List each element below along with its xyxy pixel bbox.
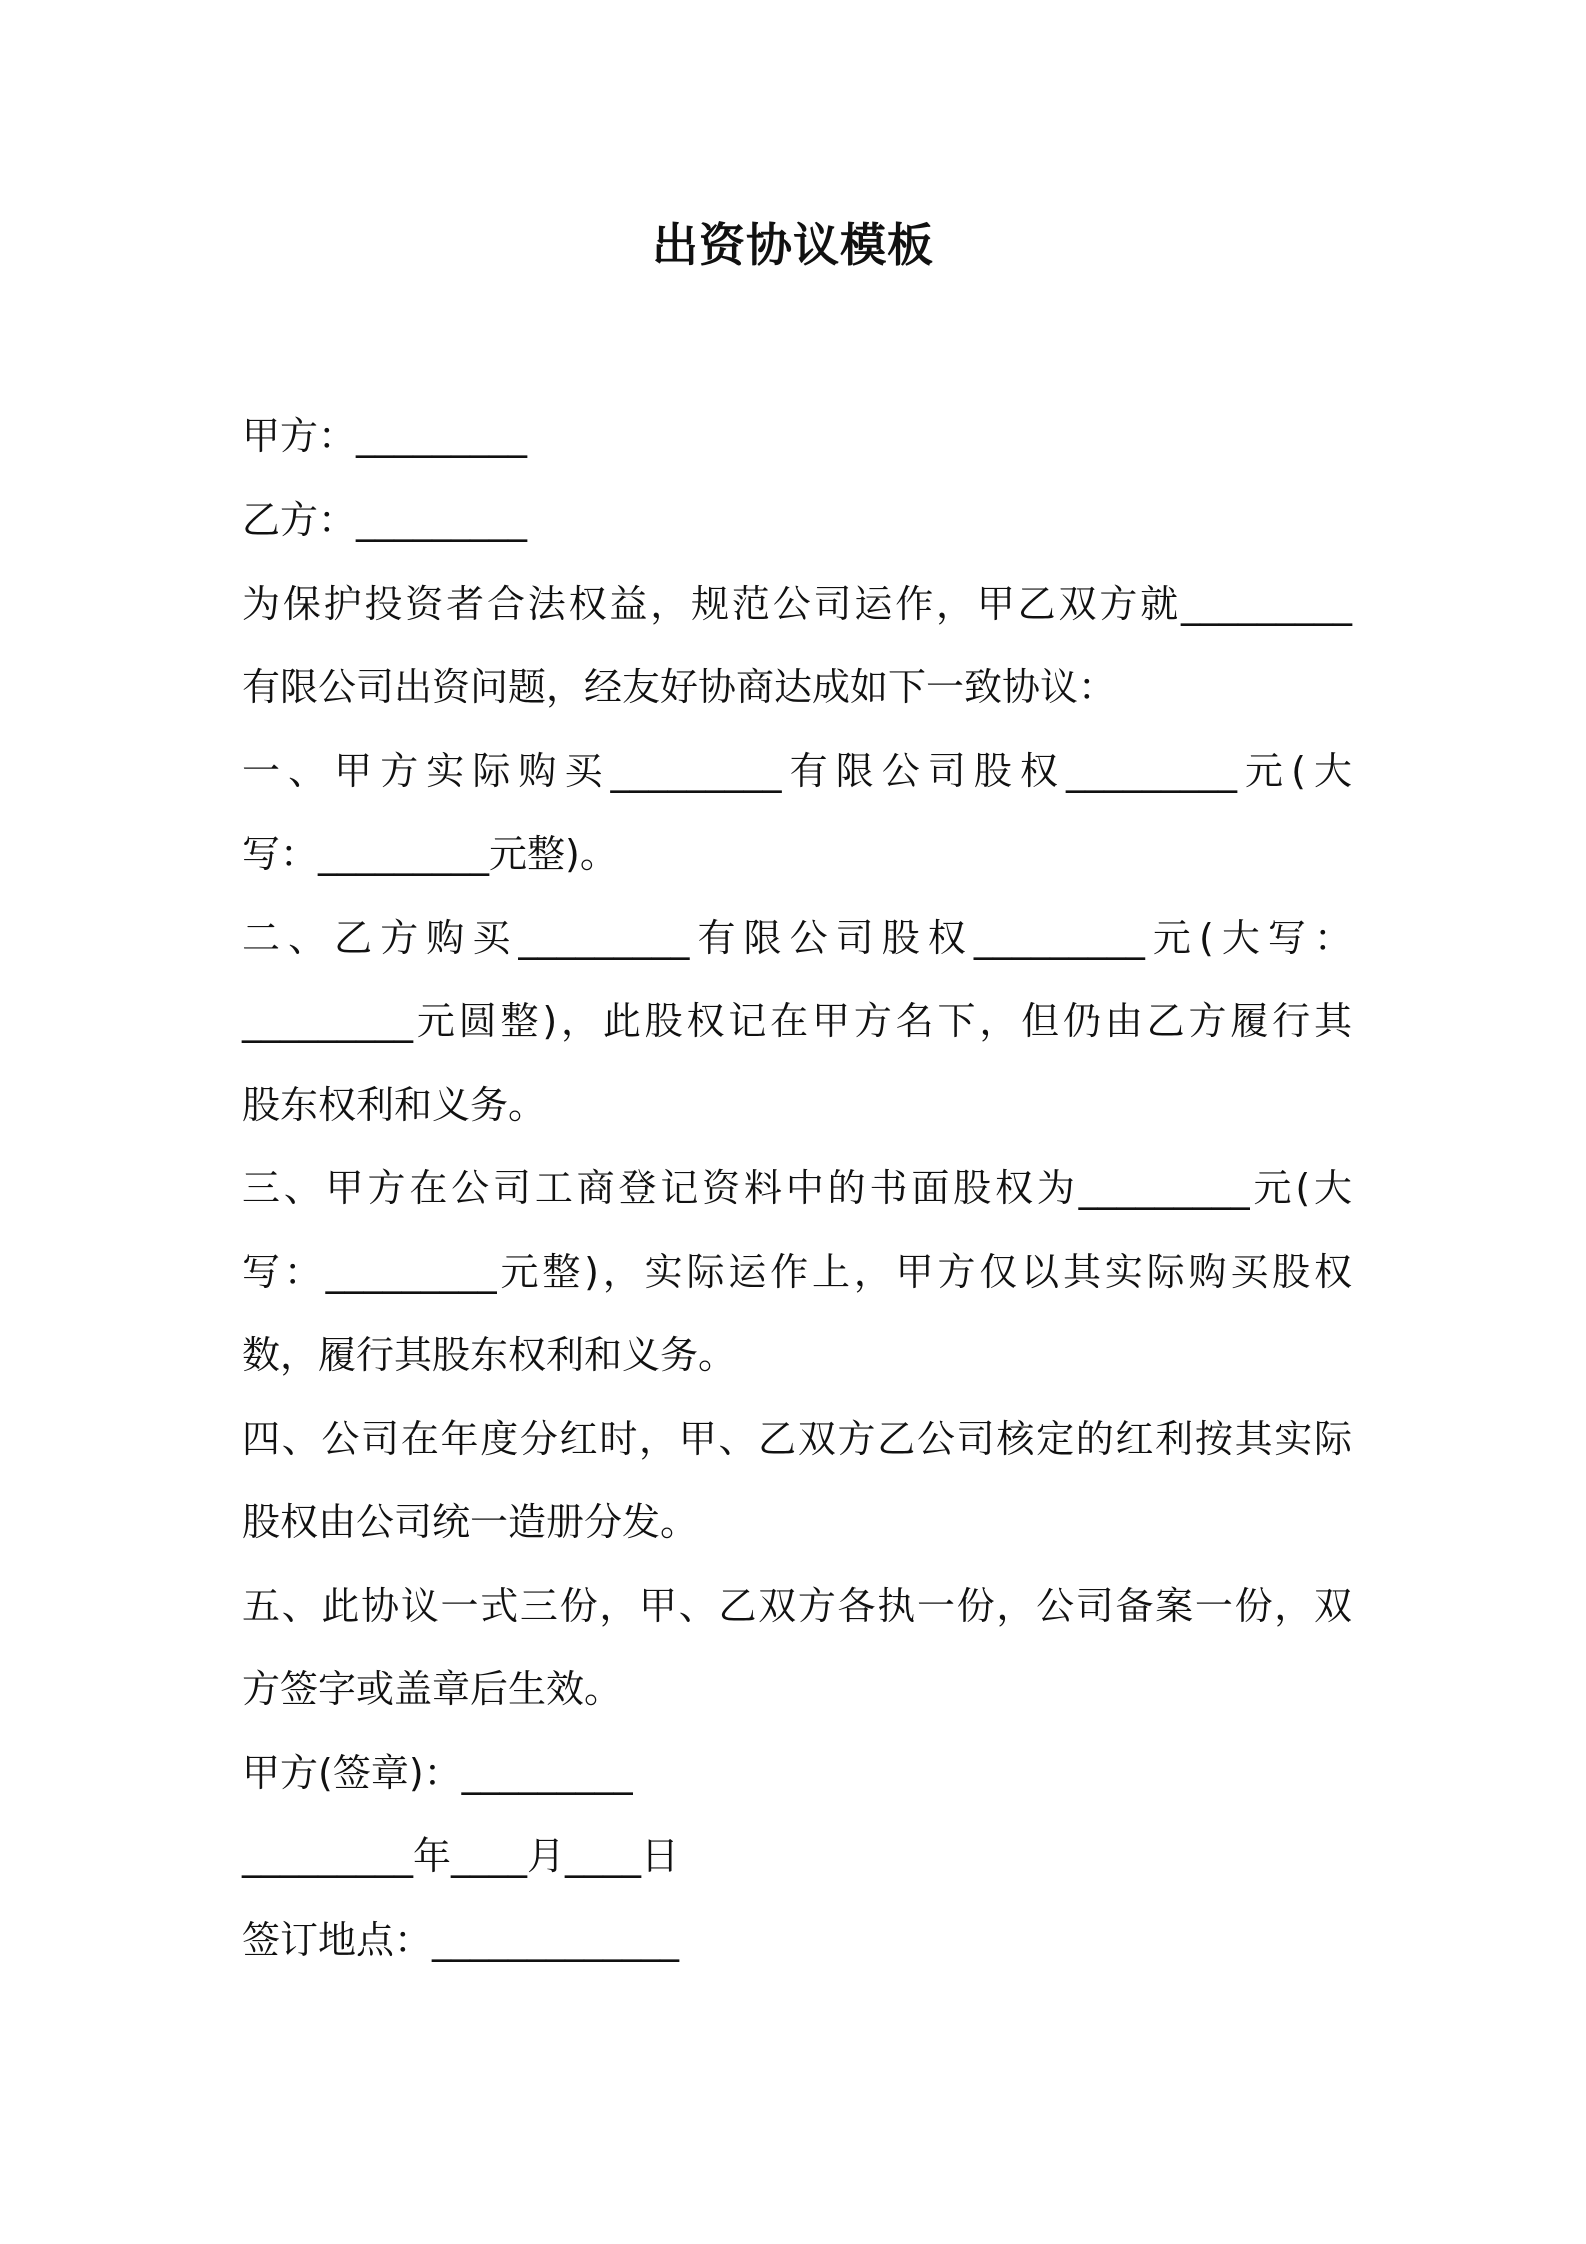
clause-2-line-3: 股东权利和义务。 <box>242 1083 547 1127</box>
clause-4-line-2: 股权由公司统一造册分发。 <box>242 1500 699 1544</box>
clause-2-line-1: 二、乙方购买_________有限公司股权_________元(大写： <box>242 916 1352 960</box>
signing-place-line: 签订地点：_____________ <box>242 1918 680 1962</box>
clause-3-line-1: 三、甲方在公司工商登记资料中的书面股权为_________元(大 <box>242 1166 1352 1210</box>
clause-5-line-1: 五、此协议一式三份，甲、乙双方各执一份，公司备案一份，双 <box>242 1584 1352 1628</box>
clause-5-line-2: 方签字或盖章后生效。 <box>242 1667 623 1711</box>
clause-1-line-2: 写：_________元整)。 <box>242 832 618 876</box>
party-a-line: 甲方：_________ <box>242 414 528 458</box>
clause-2-line-2: _________元圆整)，此股权记在甲方名下，但仍由乙方履行其 <box>242 999 1352 1043</box>
signing-date-line: _________年____月____日 <box>242 1834 680 1878</box>
party-b-line: 乙方：_________ <box>242 498 528 542</box>
document-title: 出资协议模板 <box>652 218 934 272</box>
clause-4-line-1: 四、公司在年度分红时，甲、乙双方乙公司核定的红利按其实际 <box>242 1417 1352 1461</box>
preamble-line-2: 有限公司出资问题，经友好协商达成如下一致协议： <box>242 665 1117 709</box>
preamble-line-1: 为保护投资者合法权益，规范公司运作，甲乙双方就_________ <box>242 582 1352 626</box>
party-a-signature-line: 甲方(签章)：_________ <box>242 1751 633 1795</box>
clause-1-line-1: 一、甲方实际购买_________有限公司股权_________元(大 <box>242 749 1352 793</box>
clause-3-line-2: 写：_________元整)，实际运作上，甲方仅以其实际购买股权 <box>242 1250 1352 1294</box>
clause-3-line-3: 数，履行其股东权利和义务。 <box>242 1333 737 1377</box>
